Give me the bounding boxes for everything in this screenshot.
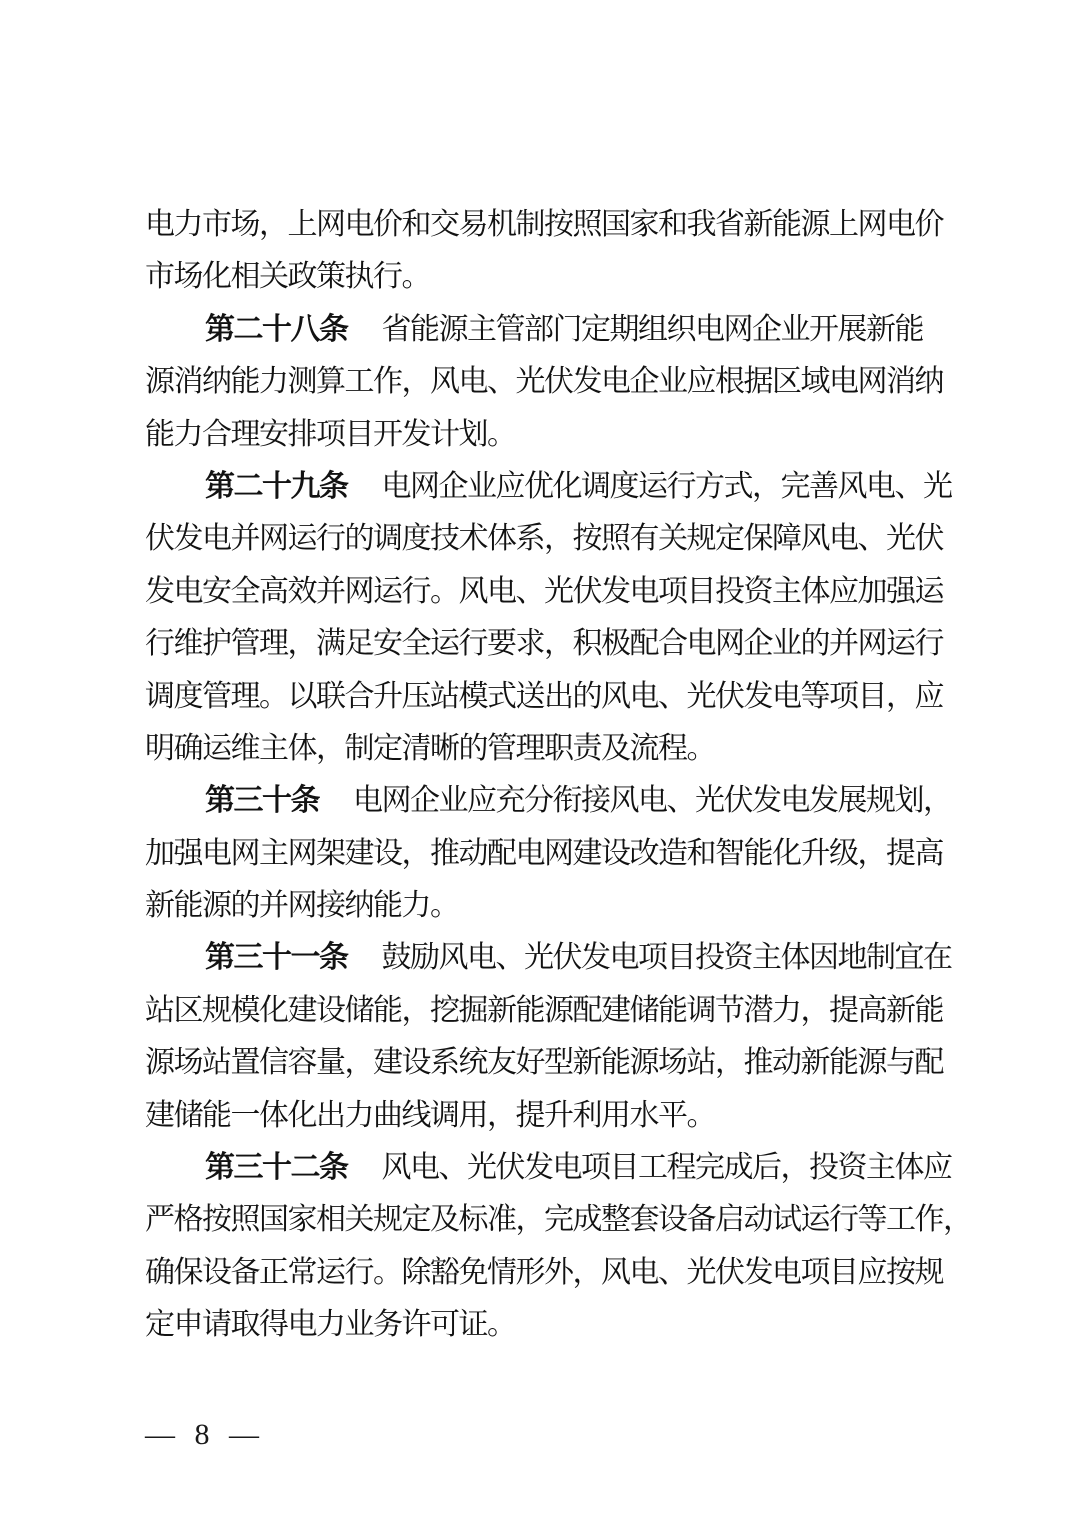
text-line: 定申请取得电力业务许可证。 [145, 1308, 516, 1342]
text-line: 明确运维主体，制定清晰的管理职责及流程。 [145, 731, 715, 765]
document-body [145, 199, 972, 1352]
article-text: 省能源主管部门定期组织电网企业开展新能 [381, 312, 923, 346]
article-number: 第三十一条 [205, 941, 348, 975]
paragraph-article-32 [145, 1142, 972, 1352]
text-line: 调度管理。以联合升压站模式送出的风电、光伏发电等项目，应 [145, 679, 943, 713]
page-number: — 8 — [145, 1418, 262, 1451]
text-line: 市场化相关政策执行。 [145, 260, 430, 294]
text-line [145, 932, 955, 984]
paragraph-article-29 [145, 461, 955, 775]
text-line [145, 461, 955, 513]
paragraph-article-28 [145, 304, 955, 461]
text-line: 加强电网主网架建设，推动配电网建设改造和智能化升级，提高 [145, 836, 943, 870]
text-line: 确保设备正常运行。除豁免情形外，风电、光伏发电项目应按规 [145, 1255, 943, 1289]
article-text: 鼓励风电、光伏发电项目投资主体因地制宜在 [381, 941, 952, 975]
text-line: 严格按照国家相关规定及标准，完成整套设备启动试运行等工作， [145, 1203, 972, 1237]
page-footer [145, 1412, 262, 1458]
text-line: 站区规模化建设储能，挖掘新能源配建储能调节潜力，提高新能 [145, 993, 943, 1027]
text-line: 新能源的并网接纳能力。 [145, 889, 459, 923]
article-text: 风电、光伏发电项目工程完成后，投资主体应 [381, 1151, 952, 1185]
text-line: 源场站置信容量，建设系统友好型新能源场站，推动新能源与配 [145, 1046, 943, 1080]
text-line: 行维护管理，满足安全运行要求，积极配合电网企业的并网运行 [145, 627, 943, 661]
article-text: 电网企业应充分衔接风电、光伏发电发展规划， [353, 784, 952, 818]
article-number: 第三十条 [205, 784, 319, 818]
paragraph-article-31 [145, 932, 955, 1142]
text-line: 发电安全高效并网运行。风电、光伏发电项目投资主体应加强运 [145, 574, 943, 608]
text-line: 建储能一体化出力曲线调用，提升利用水平。 [145, 1098, 715, 1132]
text-line: 电力市场，上网电价和交易机制按照国家和我省新能源上网电价 [145, 208, 943, 241]
article-text: 电网企业应优化调度运行方式，完善风电、光 [381, 469, 952, 503]
text-line [145, 304, 955, 356]
text-line: 伏发电并网运行的调度技术体系，按照有关规定保障风电、光伏 [145, 522, 943, 556]
article-number: 第二十九条 [205, 469, 348, 503]
text-line: 源消纳能力测算工作，风电、光伏发电企业应根据区域电网消纳 [145, 365, 943, 399]
text-line [145, 775, 955, 827]
text-line [145, 1142, 955, 1194]
text-line: 能力合理安排项目开发计划。 [145, 417, 516, 451]
paragraph-article-30 [145, 775, 955, 932]
paragraph-continuation [145, 199, 955, 304]
article-number: 第二十八条 [205, 312, 348, 346]
article-number: 第三十二条 [205, 1151, 348, 1185]
